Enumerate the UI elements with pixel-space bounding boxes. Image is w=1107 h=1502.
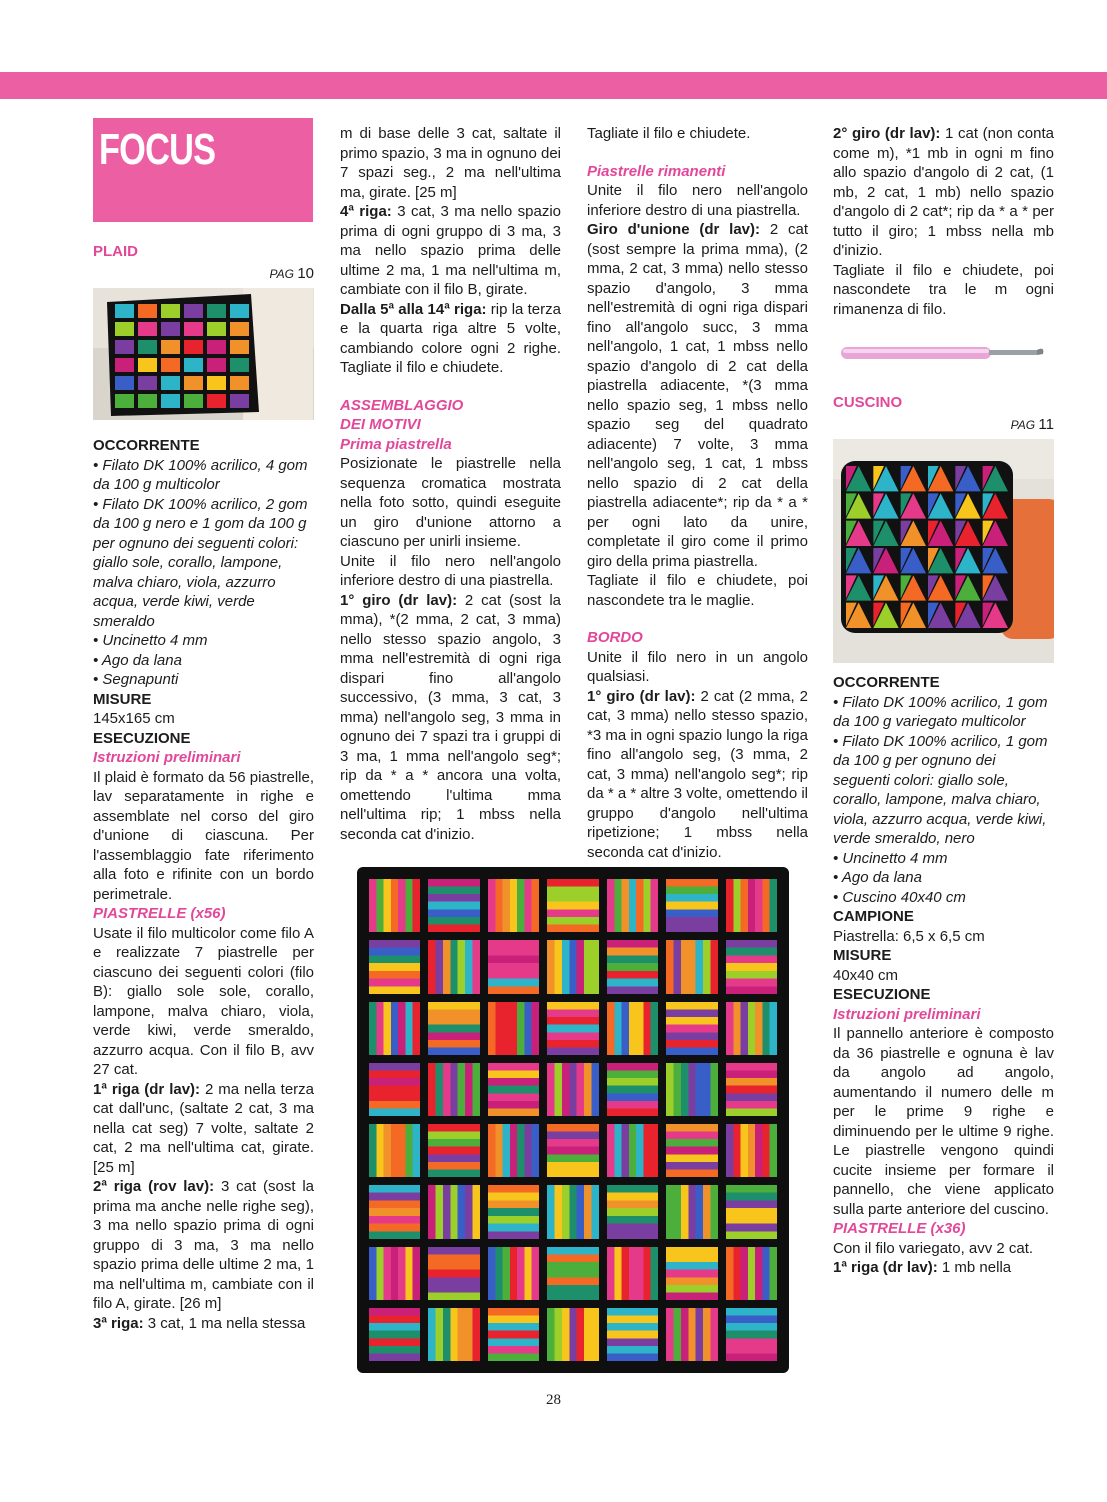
thumb-plaid-square	[184, 304, 203, 318]
thumb-plaid-square	[207, 304, 226, 318]
focus-label: FOCUS	[99, 125, 216, 174]
plaid-square	[666, 1002, 717, 1055]
plaid-square	[369, 1063, 420, 1116]
thumb-plaid-square	[115, 376, 134, 390]
thumb-plaid-square	[207, 322, 226, 336]
col2-continued-text: m di base delle 3 cat, saltate il primo spazio, 3 ma in ognuno dei 7 spazi seg., 2 ma nell'ultima ma, girate. [25 m]	[340, 125, 561, 201]
cuscino-istruzioni-title: Istruzioni preliminari	[833, 1005, 981, 1023]
page-number: 28	[546, 1392, 561, 1408]
plaid-square	[607, 940, 658, 993]
cuscino-piastrelle-text: Con il filo variegato, avv 2 cat.	[833, 1239, 1034, 1257]
thumb-plaid-square	[207, 394, 226, 408]
plaid-square	[726, 1308, 777, 1361]
thumb-plaid-square	[115, 358, 134, 372]
plaid-square	[607, 879, 658, 932]
bordo-giro1-text: 2 cat (2 mma, 2 cat, 3 mma) nello stesso spazio, *3 ma in ogni spazio lungo la riga fino all'angolo seg, (3 mma, 2 cat, 3 mma) nell'angolo seg*; rip da * a * altre 3 volte, omettendo il gruppo d'angolo nell'ultima ripetizione; 1 mbss nella seconda cat d'inizio.	[587, 687, 808, 861]
plaid-square	[428, 1124, 479, 1177]
plaid-pag-number: 10	[297, 264, 314, 282]
cuscino-riga1-text: 1 mb nella	[937, 1259, 1012, 1276]
bordo-text: Unite il filo nero in un angolo qualsiasi.	[587, 648, 808, 685]
cuscino-piastrelle-title: PIASTRELLE (x36)	[833, 1220, 966, 1237]
riga1-paragraph	[93, 1080, 314, 1178]
plaid-page-ref	[93, 264, 314, 285]
bordo-giro1-paragraph	[587, 687, 808, 863]
riga3-paragraph	[93, 1314, 314, 1334]
plaid-square	[607, 1124, 658, 1177]
plaid-square	[547, 1308, 598, 1361]
assemblaggio-title-2: DEI MOTIVI	[340, 416, 421, 433]
plaid-square	[607, 1002, 658, 1055]
thumb-plaid-square	[207, 340, 226, 354]
plaid-square	[666, 1308, 717, 1361]
prima-piastrella-text-2: Unite il filo nero nell'angolo inferiore destro di una piastrella.	[340, 552, 561, 589]
cuscino-misure-value: 40x40 cm	[833, 966, 899, 984]
thumb-plaid-square	[184, 376, 203, 390]
plaid-square	[547, 1063, 598, 1116]
thumb-plaid-square	[138, 340, 157, 354]
plaid-square	[369, 1185, 420, 1238]
thumb-plaid-square	[161, 304, 180, 318]
plaid-square	[666, 1124, 717, 1177]
cuscino-pag-number: 11	[1038, 415, 1054, 433]
thumb-plaid-square	[184, 358, 203, 372]
plaid-square	[726, 879, 777, 932]
riga3-text: 3 cat, 1 ma nella stessa	[143, 1314, 306, 1332]
istruzioni-title: Istruzioni preliminari	[93, 749, 241, 766]
thumb-plaid-square	[184, 394, 203, 408]
column-1	[93, 118, 314, 1333]
column-2	[340, 124, 561, 844]
cushion-triangles	[837, 457, 1017, 637]
cushion-photo	[833, 439, 1054, 663]
plaid-square	[666, 1063, 717, 1116]
plaid-photo	[93, 288, 314, 420]
plaid-square	[488, 1185, 539, 1238]
cuscino-esecuzione-title: ESECUZIONE	[833, 986, 931, 1003]
riga1-label: 1ª riga (dr lav):	[93, 1080, 201, 1098]
riga3-label: 3ª riga:	[93, 1314, 144, 1332]
plaid-square	[428, 1002, 479, 1055]
thumb-plaid-square	[161, 394, 180, 408]
giro-unione-label: Giro d'unione (dr lav):	[587, 221, 761, 238]
cuscino-riga1-label: 1ª riga (dr lav):	[833, 1259, 938, 1276]
cuscino-istruzioni-text: Il pannello anteriore è composto da 36 piastrelle e ognuna è lav da angolo ad angolo, aumentando il numero delle m per le prime 9 righe e diminuendo per le ultime 9 righe. Le piastrelle vengono quindi cucite insieme per formare il pannello, che viene applicato sulla parte anteriore del cuscino.	[833, 1025, 1054, 1218]
cuscino-title: CUSCINO	[833, 394, 903, 411]
material-item: • Segnapunti	[93, 671, 179, 688]
riga2-text: 3 cat (sost la prima ma anche nelle righe seg), 3 ma nello spazio prima di ogni gruppo di 3 ma, 3 ma nello spazio prima delle ultime 2 ma, 1 ma nell'ultima m, cambiate con il filo A, girate. [26 m]	[93, 1178, 314, 1312]
focus-section-box	[93, 118, 313, 222]
thumb-plaid-square	[207, 376, 226, 390]
plaid-square	[488, 1124, 539, 1177]
plaid-square	[369, 1308, 420, 1361]
thumb-plaid-square	[230, 340, 249, 354]
giro-unione-text: 2 cat (sost sempre la prima mma), (2 mma, 2 cat, 3 mma) nello stesso spazio d'angolo, 3 mma nell'estremità di ogni riga dispari fino all'angolo succ, 3 mma nell'angolo, 1 cat, 1 mbss nello spazio d'angolo di 2 cat della piastrella adiacente, *(3 mma nello spazio seg, 1 mbss nello spazio seg del quadrato adiacente) 7 volte, 3 mma nell'angolo seg, 1 cat, 1 mbss nello spazio di 2 cat della piastrella adiacente*; rip da * a * per ogni lato da unire, completate il giro come il primo giro della prima piastrella.	[587, 221, 808, 570]
plaid-square	[547, 940, 598, 993]
plaid-square	[488, 1308, 539, 1361]
bordo-title: BORDO	[587, 629, 643, 646]
plaid-square	[547, 1002, 598, 1055]
materials-list	[93, 456, 314, 690]
thumb-plaid-square	[230, 304, 249, 318]
cuscino-occorrente-title: OCCORRENTE	[833, 674, 940, 691]
piastrelle-title: PIASTRELLE (x56)	[93, 905, 226, 922]
cuscino-pag-prefix: PAG	[1010, 417, 1036, 432]
plaid-square	[369, 1002, 420, 1055]
plaid-square	[607, 1247, 658, 1300]
cuscino-page-ref	[833, 415, 1054, 436]
material-item: • Ago da lana	[93, 651, 182, 669]
plaid-square	[726, 1185, 777, 1238]
thumb-plaid-square	[115, 322, 134, 336]
riga4-label: 4ª riga:	[340, 203, 392, 220]
plaid-square	[488, 940, 539, 993]
riga1-text: 2 ma nella terza cat dall'unc, (saltate 2 cat, 3 ma nella cat seg) 7 volte, saltate 2 cat, 2 ma nell'ultima cat, girate. [25 m]	[93, 1080, 314, 1176]
thumb-plaid-square	[115, 394, 134, 408]
plaid-square	[547, 1185, 598, 1238]
plaid-square	[666, 879, 717, 932]
plaid-square	[428, 940, 479, 993]
plaid-square	[488, 879, 539, 932]
thumb-plaid-square	[230, 358, 249, 372]
thumb-plaid-square	[161, 358, 180, 372]
plaid-square	[488, 1247, 539, 1300]
plaid-square	[428, 1063, 479, 1116]
thumb-plaid-square	[184, 322, 203, 336]
assemblaggio-title-1: ASSEMBLAGGIO	[340, 396, 464, 414]
thumb-plaid-square	[207, 358, 226, 372]
plaid-square	[666, 1185, 717, 1238]
riga4-paragraph	[340, 202, 561, 300]
rimanenti-text: Unite il filo nero nell'angolo inferiore destro di una piastrella.	[587, 182, 808, 219]
plaid-square	[547, 879, 598, 932]
cuscino-material-item: • Filato DK 100% acrilico, 1 gom da 100 g variegato multicolor	[833, 693, 1048, 730]
bordo-giro1-label: 1° giro (dr lav):	[587, 687, 696, 705]
plaid-square	[547, 1124, 598, 1177]
plaid-square	[369, 940, 420, 993]
giro-unione-text-2: Tagliate il filo e chiudete, poi nascondete tra le maglie.	[587, 572, 808, 609]
plaid-square	[369, 879, 420, 932]
riga2-label: 2ª riga (rov lav):	[93, 1178, 215, 1195]
hook-tip	[1037, 349, 1043, 355]
plaid-thumbnail	[101, 294, 261, 416]
thumb-plaid-square	[115, 304, 134, 318]
thumb-plaid-square	[138, 358, 157, 372]
prima-piastrella-text: Posizionate le piastrelle nella sequenza cromatica mostrata nella foto sotto, quindi eseguite un giro d'unione attorno a ciascuno per unirli insieme.	[340, 455, 561, 550]
istruzioni-text: Il plaid è formato da 56 piastrelle, lav separatamente in righe e assemblate nel corso del giro d'unione di ciascuna. Per l'assemblaggio fate riferimento alla foto e rifinite con un bordo perimetrale.	[93, 768, 314, 903]
thumb-plaid-square	[184, 340, 203, 354]
cuscino-misure-title: MISURE	[833, 947, 892, 964]
thumb-plaid-square	[230, 376, 249, 390]
plaid-square	[607, 1308, 658, 1361]
plaid-square	[369, 1247, 420, 1300]
plaid-square	[726, 1063, 777, 1116]
misure-value: 145x165 cm	[93, 710, 175, 727]
thumb-plaid-square	[230, 322, 249, 336]
cuscino-riga1-paragraph	[833, 1258, 1054, 1278]
giro2-label: 2° giro (dr lav):	[833, 125, 941, 142]
riga5-label: Dalla 5ª alla 14ª riga:	[340, 300, 487, 318]
plaid-square	[607, 1063, 658, 1116]
plaid-square	[666, 1247, 717, 1300]
plaid-square	[369, 1124, 420, 1177]
giro-unione-paragraph	[587, 220, 808, 571]
plaid-square	[428, 1185, 479, 1238]
top-accent-bar	[0, 72, 1107, 99]
thumb-plaid-square	[138, 322, 157, 336]
cuscino-material-item: • Cuscino 40x40 cm	[833, 888, 966, 906]
cuscino-material-item: • Filato DK 100% acrilico, 1 gom da 100 g per ognuno dei seguenti colori: giallo sole, corallo, lampone, malva chiaro, viola, azzurro acqua, verde kiwi, verde smeraldo, nero	[833, 732, 1048, 847]
crochet-hook-image	[833, 329, 1054, 379]
cuscino-material-item: • Ago da lana	[833, 869, 922, 886]
giro2-text-2: Tagliate il filo e chiudete, poi nascondete tra le m ogni rimanenza di filo.	[833, 261, 1054, 318]
plaid-square	[428, 879, 479, 932]
plaid-square	[488, 1002, 539, 1055]
material-item: • Filato DK 100% acrilico, 2 gom da 100 g nero e 1 gom da 100 g per ognuno dei seguenti colori: giallo sole, corallo, lampone, malva chiaro, viola, azzurro acqua, verde kiwi, verde smeraldo	[93, 495, 308, 630]
thumb-plaid-square	[161, 376, 180, 390]
riga5-paragraph	[340, 300, 561, 378]
cuscino-material-item: • Uncinetto 4 mm	[833, 849, 948, 867]
riga4-text: 3 cat, 3 ma nello spazio prima di ogni gruppo di 3 ma, 3 ma nello spazio prima delle ultime 2 ma, 1 ma nell'ultima m, cambiate con il filo B, girate.	[340, 203, 561, 298]
hook-shaft	[989, 350, 1037, 355]
campione-value: Piastrella: 6,5 x 6,5 cm	[833, 927, 985, 945]
plaid-square	[428, 1247, 479, 1300]
plaid-square	[607, 1185, 658, 1238]
material-item: • Filato DK 100% acrilico, 4 gom da 100 g multicolor	[93, 456, 308, 493]
riga2-paragraph	[93, 1177, 314, 1314]
plaid-square	[547, 1247, 598, 1300]
col3-continued-text: Tagliate il filo e chiudete.	[587, 125, 751, 142]
misure-title: MISURE	[93, 690, 152, 708]
occorrente-title: OCCORRENTE	[93, 437, 200, 454]
plaid-square	[726, 1124, 777, 1177]
plaid-square	[488, 1063, 539, 1116]
giro1-paragraph	[340, 591, 561, 845]
column-3	[587, 124, 808, 862]
giro2-paragraph	[833, 124, 1054, 261]
thumb-plaid-square	[138, 376, 157, 390]
thumb-plaid-square	[138, 304, 157, 318]
giro1-text: 2 cat (sost la mma), *(2 mma, 2 cat, 3 mma) nello stesso spazio angolo, 3 mma nell'estremità di ogni riga dispari fino all'angolo successivo, (3 mma, 3 cat, 3 mma) nell'angolo seg, 3 mma in ognuno dei 7 spazi tra i gruppi di 3 ma, 1 mma nell'angolo seg*; rip da * a * ancora una volta, omettendo l'ultima mma nell'ultima rip; 1 mbss nella seconda cat d'inizio.	[340, 591, 561, 843]
thumb-plaid-square	[230, 394, 249, 408]
rimanenti-title: Piastrelle rimanenti	[587, 162, 726, 180]
plaid-square	[726, 1002, 777, 1055]
prima-piastrella-title: Prima piastrella	[340, 435, 452, 453]
thumb-plaid-square	[161, 340, 180, 354]
plaid-square	[726, 1247, 777, 1300]
cuscino-materials-list	[833, 693, 1054, 908]
giro1-label: 1° giro (dr lav):	[340, 591, 458, 609]
plaid-title: PLAID	[93, 243, 138, 260]
giro2-text: 1 cat (non conta come m), *1 mb in ogni m fino allo spazio d'angolo di 2 cat, (1 mb, 2 cat, 1 mb) nello spazio d'angolo di 2 cat*; rip da * a * per tutto il giro; 1 mbss nella mb d'inizio.	[833, 125, 1054, 259]
campione-title: CAMPIONE	[833, 908, 914, 925]
column-4	[833, 124, 1054, 1278]
hook-handle-highlight	[843, 349, 989, 353]
thumb-plaid-square	[115, 340, 134, 354]
plaid-square	[726, 940, 777, 993]
piastrelle-text: Usate il filo multicolor come filo A e realizzate 7 piastrelle per ciascuno dei seguenti colori (filo B): giallo sole sole, corallo, lampone, malva chiaro, viola, verde kiwi, verde smeraldo, azzurro acqua. Con il filo B, avv 27 cat.	[93, 924, 314, 1078]
plaid-square	[428, 1308, 479, 1361]
thumb-plaid-square	[161, 322, 180, 336]
riga5-text: rip la terza e la quarta riga altre 5 volte, cambiando colore ogni 2 righe. Tagliate il filo e chiudete.	[340, 300, 561, 376]
thumb-plaid-square	[138, 394, 157, 408]
plaid-pag-prefix: PAG	[269, 266, 294, 281]
material-item: • Uncinetto 4 mm	[93, 632, 208, 649]
esecuzione-title: ESECUZIONE	[93, 729, 191, 747]
plaid-main-photo	[357, 867, 789, 1373]
plaid-square	[666, 940, 717, 993]
